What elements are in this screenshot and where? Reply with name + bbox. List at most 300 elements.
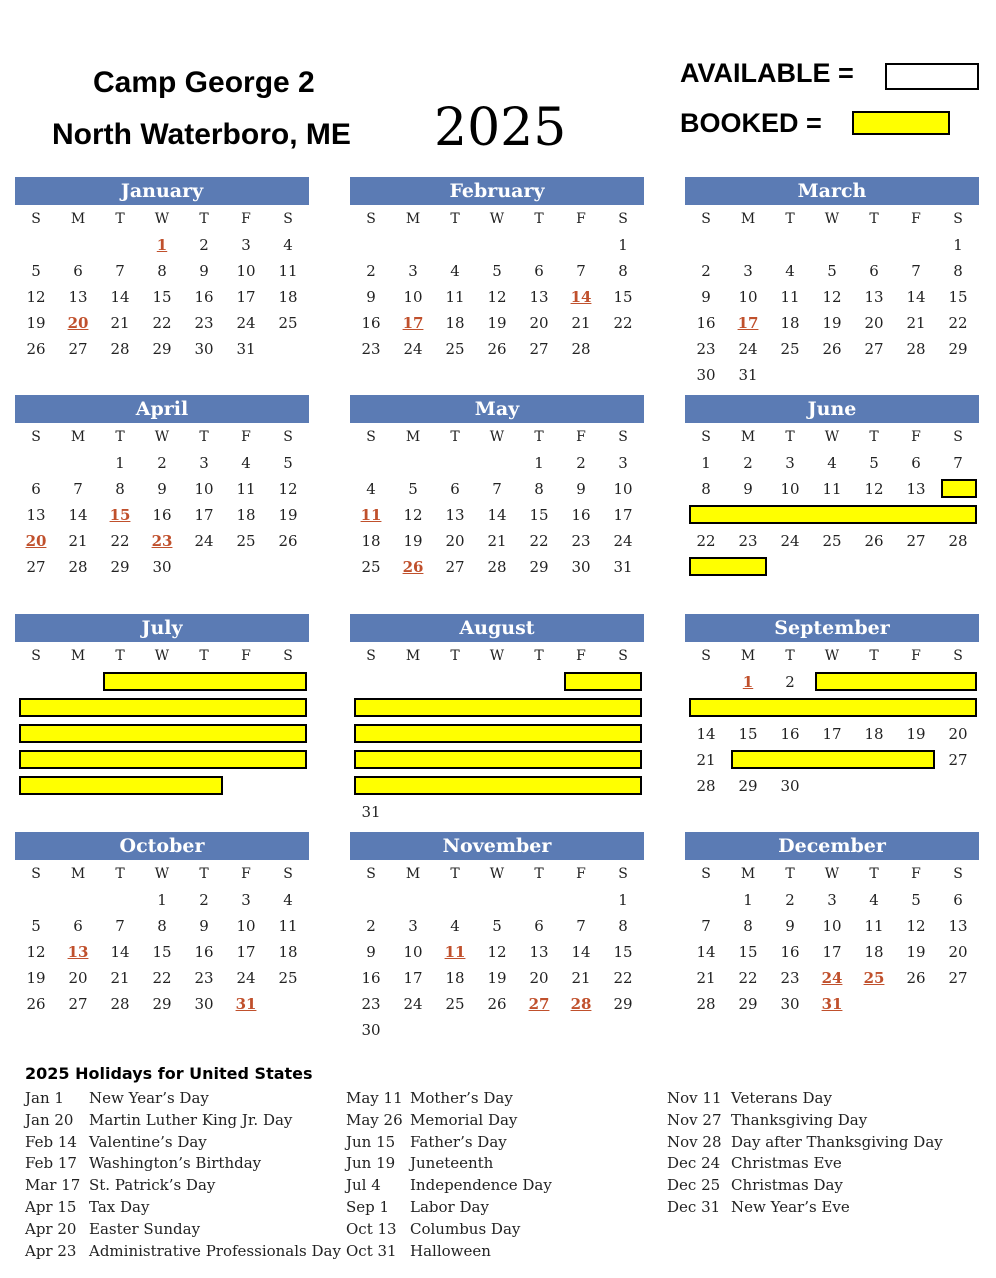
calendar-day[interactable]: 20	[529, 969, 549, 987]
calendar-day[interactable]: 31	[236, 340, 256, 358]
weekday-label: W	[824, 648, 840, 664]
calendar-day[interactable]: 27	[864, 340, 884, 358]
calendar-day[interactable]: 7	[115, 917, 125, 935]
calendar-day[interactable]: 23	[571, 532, 591, 550]
calendar-day[interactable]: 19	[822, 314, 842, 332]
holiday-date[interactable]: 13	[67, 943, 89, 961]
calendar-day[interactable]: 18	[445, 969, 465, 987]
calendar-day[interactable]: 31	[738, 366, 758, 384]
calendar-day[interactable]: 7	[576, 262, 586, 280]
calendar-day[interactable]: 15	[613, 288, 633, 306]
calendar-day[interactable]: 9	[157, 480, 167, 498]
calendar-day[interactable]: 14	[906, 288, 926, 306]
holiday-date[interactable]: 11	[360, 506, 382, 524]
calendar-day[interactable]: 2	[199, 891, 209, 909]
calendar-day[interactable]: 18	[864, 943, 884, 961]
calendar-day[interactable]: 17	[236, 288, 256, 306]
calendar-day[interactable]: 24	[236, 969, 256, 987]
calendar-day[interactable]: 16	[194, 288, 214, 306]
calendar-day[interactable]: 23	[194, 314, 214, 332]
calendar-day[interactable]: 14	[68, 506, 88, 524]
calendar-day[interactable]: 24	[613, 532, 633, 550]
calendar-day[interactable]: 9	[701, 288, 711, 306]
calendar-day[interactable]: 12	[278, 480, 298, 498]
calendar-day[interactable]: 30	[696, 366, 716, 384]
calendar-day[interactable]: 22	[696, 532, 716, 550]
calendar-day[interactable]: 30	[571, 558, 591, 576]
calendar-day[interactable]: 28	[906, 340, 926, 358]
calendar-day[interactable]: 1	[743, 891, 753, 909]
calendar-day[interactable]: 4	[827, 454, 837, 472]
calendar-day[interactable]: 9	[743, 480, 753, 498]
calendar-day[interactable]: 29	[738, 777, 758, 795]
calendar-day[interactable]: 4	[450, 262, 460, 280]
holiday-date[interactable]: 11	[444, 943, 466, 961]
calendar-day[interactable]: 23	[361, 995, 381, 1013]
calendar-day[interactable]: 6	[73, 262, 83, 280]
holiday-name: Christmas Day	[731, 1176, 843, 1195]
calendar-day[interactable]: 20	[948, 725, 968, 743]
holiday-date[interactable]: 27	[528, 995, 550, 1013]
weekday-label: F	[241, 866, 251, 882]
calendar-day[interactable]: 7	[911, 262, 921, 280]
calendar-day[interactable]: 16	[361, 314, 381, 332]
calendar-day[interactable]: 21	[110, 314, 130, 332]
calendar-day[interactable]: 20	[864, 314, 884, 332]
calendar-day[interactable]: 27	[445, 558, 465, 576]
calendar-day[interactable]: 17	[822, 725, 842, 743]
calendar-day[interactable]: 15	[152, 288, 172, 306]
calendar-day[interactable]: 13	[68, 288, 88, 306]
calendar-day[interactable]: 29	[948, 340, 968, 358]
calendar-day[interactable]: 2	[366, 262, 376, 280]
calendar-day[interactable]: 21	[696, 969, 716, 987]
calendar-day[interactable]: 9	[199, 262, 209, 280]
calendar-day[interactable]: 17	[236, 943, 256, 961]
calendar-day[interactable]: 25	[822, 532, 842, 550]
calendar-day[interactable]: 13	[948, 917, 968, 935]
calendar-day[interactable]: 2	[785, 673, 795, 691]
calendar-day[interactable]: 9	[785, 917, 795, 935]
calendar-day[interactable]: 18	[236, 506, 256, 524]
calendar-day[interactable]: 3	[618, 454, 628, 472]
calendar-day[interactable]: 13	[864, 288, 884, 306]
holiday-date[interactable]: 28	[570, 995, 592, 1013]
calendar-day[interactable]: 3	[785, 454, 795, 472]
calendar-day[interactable]: 27	[906, 532, 926, 550]
calendar-day[interactable]: 13	[26, 506, 46, 524]
calendar-day[interactable]: 5	[911, 891, 921, 909]
calendar-day[interactable]: 6	[534, 917, 544, 935]
calendar-day[interactable]: 27	[68, 995, 88, 1013]
calendar-day[interactable]: 15	[738, 943, 758, 961]
calendar-day[interactable]: 10	[194, 480, 214, 498]
calendar-day[interactable]: 27	[948, 969, 968, 987]
calendar-day[interactable]: 17	[403, 969, 423, 987]
calendar-day[interactable]: 12	[906, 917, 926, 935]
calendar-day[interactable]: 22	[529, 532, 549, 550]
calendar-day[interactable]: 15	[738, 725, 758, 743]
calendar-day[interactable]: 1	[534, 454, 544, 472]
calendar-day[interactable]: 8	[618, 262, 628, 280]
calendar-day[interactable]: 14	[696, 725, 716, 743]
calendar-day[interactable]: 10	[403, 288, 423, 306]
calendar-day[interactable]: 14	[696, 943, 716, 961]
calendar-day[interactable]: 16	[361, 969, 381, 987]
calendar-day[interactable]: 3	[241, 891, 251, 909]
holiday-date[interactable]: 24	[821, 969, 843, 987]
calendar-day[interactable]: 12	[487, 288, 507, 306]
calendar-day[interactable]: 5	[492, 917, 502, 935]
calendar-day[interactable]: 21	[571, 969, 591, 987]
calendar-day[interactable]: 12	[822, 288, 842, 306]
calendar-day[interactable]: 9	[366, 288, 376, 306]
calendar-day[interactable]: 18	[278, 943, 298, 961]
calendar-day[interactable]: 19	[26, 314, 46, 332]
calendar-day[interactable]: 19	[403, 532, 423, 550]
calendar-day[interactable]: 26	[487, 995, 507, 1013]
weekday-label: T	[115, 866, 125, 882]
calendar-day[interactable]: 7	[73, 480, 83, 498]
calendar-day[interactable]: 25	[236, 532, 256, 550]
weekday-label: T	[450, 211, 460, 227]
calendar-day[interactable]: 5	[283, 454, 293, 472]
calendar-day[interactable]: 2	[701, 262, 711, 280]
calendar-day[interactable]: 24	[780, 532, 800, 550]
holiday-date[interactable]: 1	[742, 673, 754, 691]
holiday-date[interactable]: 1	[156, 236, 168, 254]
calendar-day[interactable]: 22	[948, 314, 968, 332]
calendar-day[interactable]: 14	[110, 288, 130, 306]
calendar-day[interactable]: 10	[236, 262, 256, 280]
calendar-day[interactable]: 1	[157, 891, 167, 909]
calendar-day[interactable]: 17	[613, 506, 633, 524]
calendar-day[interactable]: 13	[906, 480, 926, 498]
calendar-day[interactable]: 6	[953, 891, 963, 909]
calendar-day[interactable]: 6	[911, 454, 921, 472]
holiday-date[interactable]: 31	[235, 995, 257, 1013]
calendar-day[interactable]: 3	[199, 454, 209, 472]
calendar-day[interactable]: 3	[408, 917, 418, 935]
calendar-day[interactable]: 12	[487, 943, 507, 961]
calendar-day[interactable]: 9	[366, 943, 376, 961]
calendar-day[interactable]: 28	[110, 340, 130, 358]
weekday-label: W	[824, 866, 840, 882]
calendar-day[interactable]: 6	[534, 262, 544, 280]
calendar-day[interactable]: 22	[110, 532, 130, 550]
calendar-day[interactable]: 23	[361, 340, 381, 358]
calendar-day[interactable]: 6	[869, 262, 879, 280]
calendar-day[interactable]: 24	[194, 532, 214, 550]
calendar-day[interactable]: 18	[361, 532, 381, 550]
calendar-day[interactable]: 5	[31, 262, 41, 280]
calendar-day[interactable]: 30	[361, 1021, 381, 1039]
calendar-day[interactable]: 21	[487, 532, 507, 550]
holiday-entry	[25, 1242, 341, 1264]
holiday-date[interactable]: 15	[109, 506, 131, 524]
calendar-day[interactable]: 3	[241, 236, 251, 254]
calendar-day[interactable]: 2	[785, 891, 795, 909]
calendar-day[interactable]: 6	[73, 917, 83, 935]
calendar-day[interactable]: 30	[152, 558, 172, 576]
calendar-day[interactable]: 6	[31, 480, 41, 498]
calendar-day[interactable]: 11	[278, 262, 298, 280]
holiday-name: Tax Day	[89, 1197, 150, 1216]
calendar-day[interactable]: 2	[199, 236, 209, 254]
calendar-day[interactable]: 17	[194, 506, 214, 524]
calendar-day[interactable]: 10	[613, 480, 633, 498]
calendar-day[interactable]: 29	[613, 995, 633, 1013]
calendar-day[interactable]: 3	[408, 262, 418, 280]
holiday-date[interactable]: 23	[151, 532, 173, 550]
holiday-date[interactable]: 14	[570, 288, 592, 306]
calendar-day[interactable]: 16	[696, 314, 716, 332]
calendar-day[interactable]: 2	[743, 454, 753, 472]
calendar-day[interactable]: 6	[450, 480, 460, 498]
weekday-label: T	[785, 211, 795, 227]
calendar-day[interactable]: 5	[408, 480, 418, 498]
calendar-day[interactable]: 19	[906, 943, 926, 961]
booked-range-bar	[941, 479, 977, 498]
calendar-day[interactable]: 21	[696, 751, 716, 769]
calendar-day[interactable]: 1	[618, 236, 628, 254]
calendar-day[interactable]: 8	[534, 480, 544, 498]
calendar-day[interactable]: 27	[529, 340, 549, 358]
calendar-day[interactable]: 20	[445, 532, 465, 550]
calendar-day[interactable]: 2	[366, 917, 376, 935]
calendar-day[interactable]: 14	[487, 506, 507, 524]
calendar-day[interactable]: 19	[487, 314, 507, 332]
calendar-day[interactable]: 19	[26, 969, 46, 987]
calendar-day[interactable]: 30	[780, 777, 800, 795]
holiday-date[interactable]: 31	[821, 995, 843, 1013]
calendar-day[interactable]: 26	[906, 969, 926, 987]
calendar-day[interactable]: 23	[738, 532, 758, 550]
calendar-day[interactable]: 30	[194, 340, 214, 358]
calendar-day[interactable]: 5	[827, 262, 837, 280]
calendar-day[interactable]: 18	[864, 725, 884, 743]
calendar-day[interactable]: 31	[361, 803, 381, 821]
calendar-day[interactable]: 8	[157, 262, 167, 280]
calendar-day[interactable]: 30	[780, 995, 800, 1013]
calendar-day[interactable]: 29	[110, 558, 130, 576]
calendar-day[interactable]: 21	[68, 532, 88, 550]
calendar-day[interactable]: 11	[278, 917, 298, 935]
calendar-day[interactable]: 18	[278, 288, 298, 306]
holiday-date[interactable]: 17	[402, 314, 424, 332]
calendar-day[interactable]: 31	[613, 558, 633, 576]
calendar-day[interactable]: 13	[445, 506, 465, 524]
calendar-day[interactable]: 4	[366, 480, 376, 498]
booked-range-bar	[354, 698, 642, 717]
calendar-day[interactable]: 4	[869, 891, 879, 909]
calendar-day[interactable]: 23	[780, 969, 800, 987]
calendar-day[interactable]: 22	[613, 314, 633, 332]
calendar-day[interactable]: 2	[576, 454, 586, 472]
weekday-label: W	[489, 648, 505, 664]
calendar-day[interactable]: 12	[26, 288, 46, 306]
calendar-day[interactable]: 22	[738, 969, 758, 987]
calendar-day[interactable]: 10	[403, 943, 423, 961]
calendar-day[interactable]: 15	[613, 943, 633, 961]
calendar-day[interactable]: 29	[529, 558, 549, 576]
calendar-day[interactable]: 26	[278, 532, 298, 550]
calendar-day[interactable]: 24	[403, 995, 423, 1013]
calendar-day[interactable]: 29	[152, 340, 172, 358]
calendar-day[interactable]: 22	[152, 314, 172, 332]
calendar-day[interactable]: 5	[869, 454, 879, 472]
booked-range-bar	[354, 724, 642, 743]
calendar-day[interactable]: 30	[194, 995, 214, 1013]
calendar-day[interactable]: 24	[236, 314, 256, 332]
calendar-day[interactable]: 1	[701, 454, 711, 472]
calendar-day[interactable]: 11	[445, 288, 465, 306]
holiday-date[interactable]: 25	[863, 969, 885, 987]
calendar-day[interactable]: 27	[68, 340, 88, 358]
calendar-day[interactable]: 7	[576, 917, 586, 935]
calendar-day[interactable]: 15	[529, 506, 549, 524]
calendar-day[interactable]: 8	[743, 917, 753, 935]
calendar-day[interactable]: 21	[906, 314, 926, 332]
calendar-day[interactable]: 11	[780, 288, 800, 306]
calendar-day[interactable]: 13	[529, 288, 549, 306]
calendar-day[interactable]: 10	[738, 288, 758, 306]
calendar-day[interactable]: 25	[278, 314, 298, 332]
calendar-day[interactable]: 4	[241, 454, 251, 472]
calendar-day[interactable]: 29	[738, 995, 758, 1013]
calendar-day[interactable]: 8	[618, 917, 628, 935]
calendar-day[interactable]: 4	[450, 917, 460, 935]
calendar-day[interactable]: 18	[445, 314, 465, 332]
calendar-day[interactable]: 25	[445, 340, 465, 358]
calendar-day[interactable]: 10	[236, 917, 256, 935]
calendar-day[interactable]: 1	[953, 236, 963, 254]
calendar-day[interactable]: 13	[529, 943, 549, 961]
calendar-day[interactable]: 9	[576, 480, 586, 498]
calendar-day[interactable]: 27	[26, 558, 46, 576]
holiday-date[interactable]: 17	[737, 314, 759, 332]
holiday-date[interactable]: 20	[25, 532, 47, 550]
calendar-day[interactable]: 28	[696, 777, 716, 795]
calendar-day[interactable]: 21	[110, 969, 130, 987]
calendar-day[interactable]: 11	[822, 480, 842, 498]
holiday-date[interactable]: 20	[67, 314, 89, 332]
calendar-day[interactable]: 20	[529, 314, 549, 332]
calendar-day[interactable]: 12	[864, 480, 884, 498]
calendar-day[interactable]: 7	[492, 480, 502, 498]
calendar-day[interactable]: 16	[780, 943, 800, 961]
calendar-day[interactable]: 28	[571, 340, 591, 358]
calendar-day[interactable]: 12	[26, 943, 46, 961]
calendar-day[interactable]: 4	[785, 262, 795, 280]
calendar-day[interactable]: 25	[445, 995, 465, 1013]
calendar-day[interactable]: 21	[571, 314, 591, 332]
calendar-day[interactable]: 3	[743, 262, 753, 280]
calendar-day[interactable]: 28	[487, 558, 507, 576]
calendar-day[interactable]: 15	[948, 288, 968, 306]
weekday-label: M	[740, 866, 756, 882]
calendar-day[interactable]: 22	[152, 969, 172, 987]
calendar-day[interactable]: 28	[696, 995, 716, 1013]
calendar-day[interactable]: 23	[696, 340, 716, 358]
weekday-label: W	[154, 429, 170, 445]
calendar-day[interactable]: 4	[283, 891, 293, 909]
holiday-date[interactable]: 26	[402, 558, 424, 576]
calendar-day[interactable]: 25	[780, 340, 800, 358]
calendar-day[interactable]: 28	[948, 532, 968, 550]
calendar-day[interactable]: 26	[26, 340, 46, 358]
calendar-day[interactable]: 16	[571, 506, 591, 524]
calendar-day[interactable]: 29	[152, 995, 172, 1013]
calendar-day[interactable]: 27	[948, 751, 968, 769]
calendar-day[interactable]: 17	[822, 943, 842, 961]
calendar-day[interactable]: 7	[701, 917, 711, 935]
calendar-day[interactable]: 19	[906, 725, 926, 743]
calendar-day[interactable]: 7	[115, 262, 125, 280]
calendar-day[interactable]: 1	[618, 891, 628, 909]
calendar-day[interactable]: 24	[738, 340, 758, 358]
calendar-day[interactable]: 11	[864, 917, 884, 935]
calendar-day[interactable]: 14	[110, 943, 130, 961]
calendar-day[interactable]: 26	[822, 340, 842, 358]
calendar-day[interactable]: 19	[278, 506, 298, 524]
calendar-day[interactable]: 24	[403, 340, 423, 358]
calendar-day[interactable]: 26	[864, 532, 884, 550]
calendar-day[interactable]: 28	[68, 558, 88, 576]
calendar-day[interactable]: 20	[948, 943, 968, 961]
calendar-day[interactable]: 16	[780, 725, 800, 743]
calendar-day[interactable]: 18	[780, 314, 800, 332]
calendar-day[interactable]: 8	[953, 262, 963, 280]
calendar-day[interactable]: 8	[157, 917, 167, 935]
calendar-day[interactable]: 1	[115, 454, 125, 472]
calendar-day[interactable]: 10	[780, 480, 800, 498]
calendar-day[interactable]: 11	[236, 480, 256, 498]
calendar-day[interactable]: 26	[487, 340, 507, 358]
calendar-day[interactable]: 26	[26, 995, 46, 1013]
camp-location: North Waterboro, ME	[52, 118, 351, 151]
calendar-day[interactable]: 7	[953, 454, 963, 472]
calendar-day[interactable]: 20	[68, 969, 88, 987]
calendar-day[interactable]: 14	[571, 943, 591, 961]
calendar-day[interactable]: 5	[492, 262, 502, 280]
calendar-day[interactable]: 4	[283, 236, 293, 254]
calendar-day[interactable]: 25	[361, 558, 381, 576]
calendar-day[interactable]: 5	[31, 917, 41, 935]
weekday-label: W	[824, 211, 840, 227]
calendar-day[interactable]: 8	[115, 480, 125, 498]
calendar-day[interactable]: 12	[403, 506, 423, 524]
calendar-day[interactable]: 9	[199, 917, 209, 935]
holiday-entry	[346, 1220, 552, 1242]
calendar-day[interactable]: 19	[487, 969, 507, 987]
calendar-day[interactable]: 23	[194, 969, 214, 987]
calendar-day[interactable]: 22	[613, 969, 633, 987]
weekday-label: F	[911, 429, 921, 445]
calendar-day[interactable]: 16	[194, 943, 214, 961]
calendar-day[interactable]: 3	[827, 891, 837, 909]
calendar-day[interactable]: 10	[822, 917, 842, 935]
calendar-day[interactable]: 28	[110, 995, 130, 1013]
calendar-day[interactable]: 16	[152, 506, 172, 524]
calendar-day[interactable]: 8	[701, 480, 711, 498]
holiday-date-label: May 26	[346, 1110, 403, 1129]
calendar-day[interactable]: 15	[152, 943, 172, 961]
calendar-day[interactable]: 25	[278, 969, 298, 987]
calendar-day[interactable]: 2	[157, 454, 167, 472]
weekday-label: T	[450, 648, 460, 664]
weekday-label: M	[405, 429, 421, 445]
